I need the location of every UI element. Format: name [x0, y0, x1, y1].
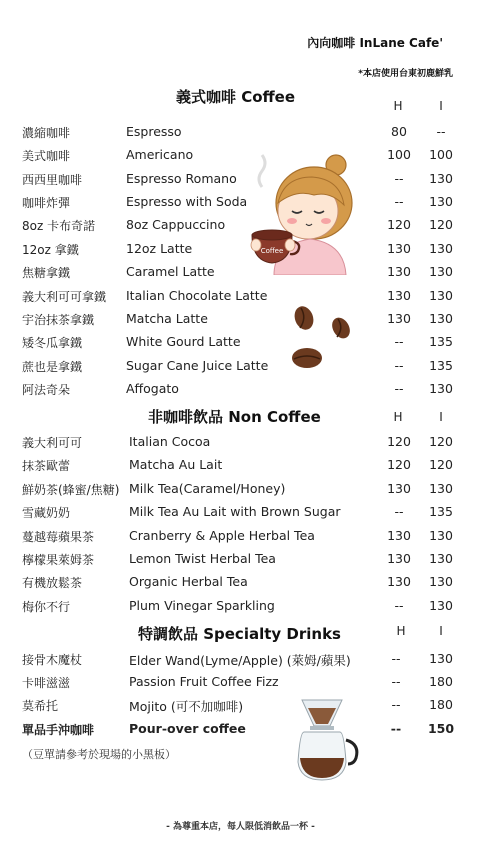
price-hot: 130: [387, 311, 411, 326]
price-hot: 130: [387, 551, 411, 566]
coffee-bean-icon: [290, 346, 324, 370]
price-iced: 130: [429, 311, 453, 326]
price-hot: --: [394, 358, 404, 373]
menu-item-row: [0, 574, 481, 594]
item-name-english: Mojito (可不加咖啡): [129, 699, 244, 714]
item-name-english: Affogato: [126, 381, 179, 396]
menu-item-row: [0, 481, 481, 501]
steam-icon: [259, 155, 265, 187]
price-iced: 120: [429, 434, 453, 449]
column-header-iced: I: [439, 624, 443, 638]
menu-item-row: [0, 721, 481, 741]
price-hot: 120: [387, 457, 411, 472]
menu-item-row: [0, 504, 481, 524]
item-name-english: Espresso with Soda: [126, 194, 248, 209]
item-name-chinese: 卡啡滋滋: [22, 676, 71, 690]
item-name-english: Lemon Twist Herbal Tea: [129, 551, 276, 566]
price-iced: 135: [429, 334, 453, 349]
item-name-english: 8oz Cappuccino: [126, 217, 226, 232]
price-hot: --: [391, 651, 401, 666]
price-hot: 100: [387, 147, 411, 162]
price-hot: --: [394, 334, 404, 349]
item-name-chinese: 有機放鬆茶: [22, 576, 83, 590]
menu-item-row: [0, 457, 481, 477]
price-iced: 135: [429, 504, 453, 519]
menu-item-row: [0, 551, 481, 571]
menu-item-row: [0, 674, 481, 694]
item-name-english: Milk Tea Au Lait with Brown Sugar: [129, 504, 341, 519]
price-iced: 180: [429, 674, 453, 689]
menu-item-row: [0, 311, 481, 331]
price-iced: 130: [429, 288, 453, 303]
item-name-english: Elder Wand(Lyme/Apple) (萊姆/蘋果): [129, 653, 351, 668]
item-name-chinese: 接骨木魔杖: [22, 653, 83, 667]
item-name-english: Pour-over coffee: [129, 721, 246, 736]
price-iced: 130: [429, 481, 453, 496]
item-name-chinese: 西西里咖啡: [22, 173, 83, 187]
milk-note: *本店使用台東初鹿鮮乳: [358, 69, 453, 79]
column-header-iced: I: [439, 99, 443, 113]
minimum-order-note: - 為尊重本店，每人限低消飲品一杯 -: [166, 822, 315, 832]
section-title-non-coffee: 非咖啡飲品 Non Coffee: [148, 408, 321, 426]
shop-name: 內向咖啡 InLane Cafe': [307, 36, 443, 50]
column-header-hot: H: [396, 624, 406, 638]
price-hot: --: [394, 504, 404, 519]
item-name-english: 12oz Latte: [126, 241, 193, 256]
price-hot: 130: [387, 481, 411, 496]
section-title-specialty: 特調飲品 Specialty Drinks: [138, 625, 341, 643]
menu-item-row: [0, 697, 481, 717]
item-name-english: Passion Fruit Coffee Fizz: [129, 674, 279, 689]
price-iced: 130: [429, 171, 453, 186]
price-iced: 130: [429, 381, 453, 396]
menu-item-row: [0, 288, 481, 308]
price-hot: 130: [387, 264, 411, 279]
price-iced: 130: [429, 651, 453, 666]
menu-item-row: [0, 334, 481, 354]
item-name-english: Italian Cocoa: [129, 434, 211, 449]
item-name-english: Milk Tea(Caramel/Honey): [129, 481, 286, 496]
item-name-english: White Gourd Latte: [126, 334, 241, 349]
menu-item-row: [0, 147, 481, 167]
price-iced: 130: [429, 528, 453, 543]
menu-item-row: [0, 381, 481, 401]
column-header-iced: I: [439, 410, 443, 424]
price-hot: --: [390, 721, 402, 736]
pour-over-dripper-illustration: [292, 698, 362, 782]
coffee-bean-icon: [330, 316, 352, 340]
item-name-chinese: 宇治抹茶拿鐵: [22, 313, 95, 327]
price-iced: 130: [429, 264, 453, 279]
girl-with-coffee-illustration: [248, 153, 358, 275]
item-name-chinese: 義大利可可拿鐵: [22, 290, 107, 304]
column-header-hot: H: [393, 99, 403, 113]
item-name-english: Sugar Cane Juice Latte: [126, 358, 269, 373]
section-title-coffee: 義式咖啡 Coffee: [176, 88, 296, 106]
price-hot: --: [391, 697, 401, 712]
price-hot: 130: [387, 288, 411, 303]
price-iced: 130: [429, 551, 453, 566]
menu-item-row: [0, 194, 481, 214]
price-hot: 130: [387, 528, 411, 543]
item-name-chinese: 阿法奇朵: [22, 383, 71, 397]
item-name-chinese: 梅你不行: [22, 600, 71, 614]
price-hot: --: [394, 598, 404, 613]
price-iced: 120: [429, 457, 453, 472]
item-name-chinese: 蔓越莓蘋果茶: [22, 530, 95, 544]
item-name-chinese: 美式咖啡: [22, 149, 71, 163]
menu-item-row: [0, 358, 481, 378]
price-iced: 130: [429, 598, 453, 613]
menu-item-row: [0, 264, 481, 284]
price-iced: 130: [429, 194, 453, 209]
column-header-hot: H: [393, 410, 403, 424]
price-hot: --: [394, 194, 404, 209]
menu-item-row: [0, 217, 481, 237]
menu-item-row: [0, 124, 481, 144]
item-name-english: Caramel Latte: [126, 264, 215, 279]
item-name-english: Organic Herbal Tea: [129, 574, 248, 589]
menu-item-row: [0, 598, 481, 618]
item-name-english: Americano: [126, 147, 194, 162]
item-name-chinese: 義大利可可: [22, 436, 83, 450]
menu-item-row: [0, 171, 481, 191]
price-hot: 130: [387, 241, 411, 256]
price-hot: --: [394, 171, 404, 186]
item-name-english: Cranberry & Apple Herbal Tea: [129, 528, 315, 543]
menu-item-row: [0, 528, 481, 548]
item-name-english: Matcha Latte: [126, 311, 208, 326]
item-name-chinese: 鮮奶茶(蜂蜜/焦糖): [22, 483, 120, 497]
price-iced: 150: [427, 721, 455, 736]
item-name-chinese: 抹茶歐蕾: [22, 459, 71, 473]
price-iced: --: [436, 124, 446, 139]
price-hot: --: [391, 674, 401, 689]
price-iced: 135: [429, 358, 453, 373]
price-iced: 130: [429, 241, 453, 256]
price-hot: 130: [387, 574, 411, 589]
price-iced: 130: [429, 574, 453, 589]
item-name-english: Plum Vinegar Sparkling: [129, 598, 275, 613]
coffee-bean-icon: [293, 305, 315, 331]
item-name-chinese: 濃縮咖啡: [22, 126, 71, 140]
item-name-english: Matcha Au Lait: [129, 457, 223, 472]
item-name-chinese: 莫希托: [22, 699, 59, 713]
item-name-chinese: 蔗也是拿鐵: [22, 360, 83, 374]
item-name-english: Espresso: [126, 124, 182, 139]
item-name-chinese: 矮冬瓜拿鐵: [22, 336, 83, 350]
item-name-chinese: 12oz 拿鐵: [22, 243, 79, 257]
item-name-english: Espresso Romano: [126, 171, 237, 186]
menu-item-row: [0, 241, 481, 261]
price-hot: 80: [391, 124, 407, 139]
item-name-english: Italian Chocolate Latte: [126, 288, 268, 303]
item-name-chinese: 焦糖拿鐵: [22, 266, 71, 280]
price-hot: 120: [387, 217, 411, 232]
price-hot: --: [394, 381, 404, 396]
item-name-chinese: 單品手沖咖啡: [22, 723, 95, 737]
svg-text:Coffee: Coffee: [260, 247, 284, 255]
item-name-chinese: 雪藏奶奶: [22, 506, 71, 520]
menu-item-row: [0, 651, 481, 671]
price-iced: 100: [429, 147, 453, 162]
item-name-chinese: 8oz 卡布奇諾: [22, 219, 96, 233]
bean-list-note: （豆單請參考於現場的小黑板）: [22, 748, 176, 761]
item-name-chinese: 咖啡炸彈: [22, 196, 71, 210]
price-iced: 180: [429, 697, 453, 712]
item-name-chinese: 檸檬果萊姆茶: [22, 553, 95, 567]
menu-item-row: [0, 434, 481, 454]
price-hot: 120: [387, 434, 411, 449]
price-iced: 120: [429, 217, 453, 232]
